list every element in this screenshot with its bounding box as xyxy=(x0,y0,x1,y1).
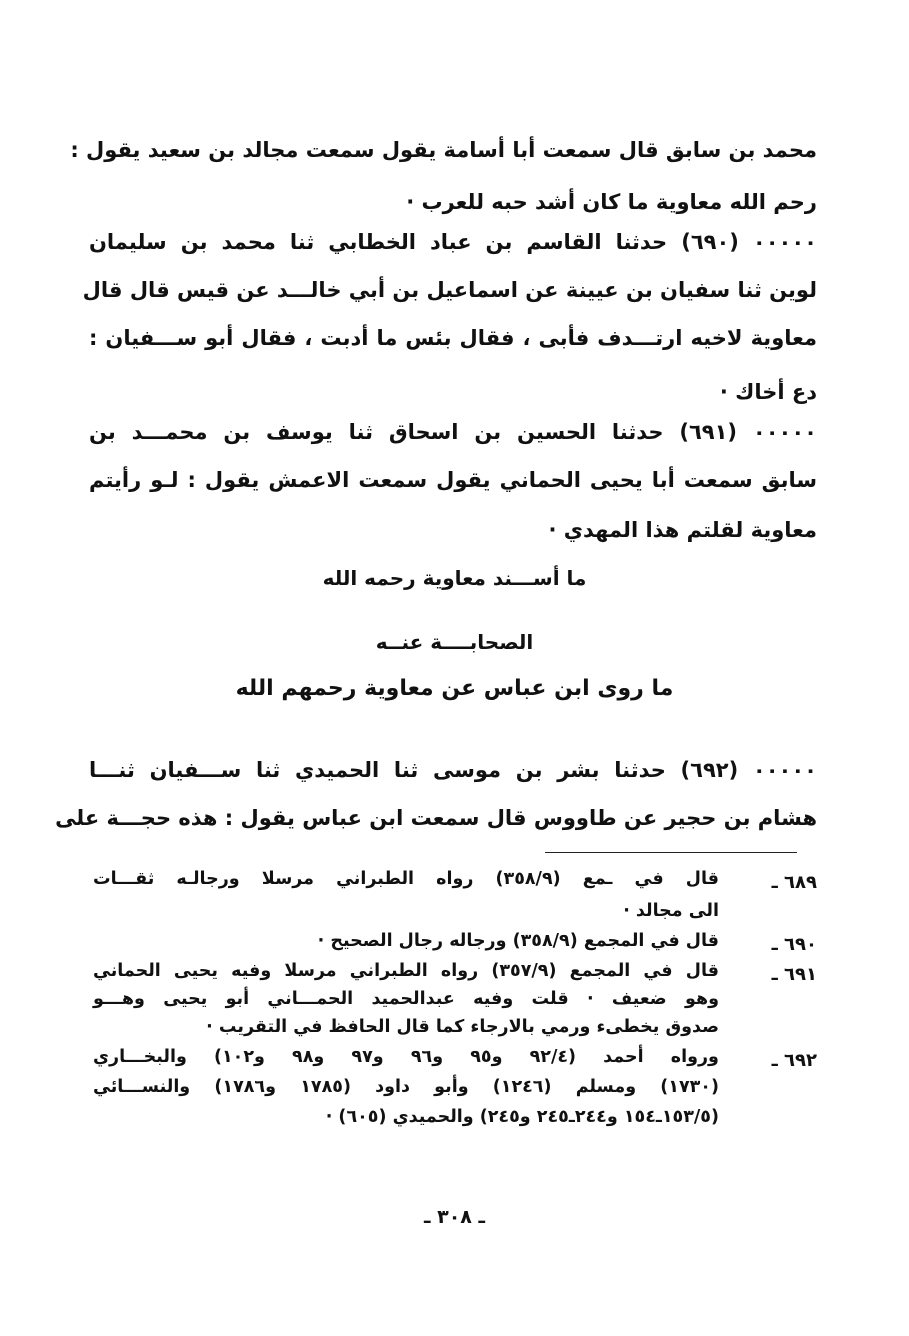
footnote-692-line-2: (١٧٣٠) ومسلم (١٢٤٦) وأبو داود (١٧٨٥ و١٧٨٦) والنســـائي xyxy=(93,1077,719,1097)
body-line-4: لوين ثنا سفيان بن عيينة عن اسماعيل بن أبي خالـــد عن قيس قال قال xyxy=(82,278,817,302)
body-line-2: رحم الله معاوية ما كان أشد حبه للعرب · xyxy=(406,190,817,214)
footnote-691-line-1: قال في المجمع (٣٥٧/٩) رواه الطبراني مرسلا وفيه يحيى الحماني xyxy=(93,961,719,981)
heading-ibn-abbas: ما روى ابن عباس عن معاوية رحمهم الله xyxy=(235,676,674,701)
footnote-691-line-3: صدوق يخطىء ورمي بالارجاء كما قال الحافظ في التقريب · xyxy=(206,1017,719,1037)
page-number: ـ ٣٠٨ ـ xyxy=(423,1206,485,1228)
heading-musnad: ما أســـند معاوية رحمه الله xyxy=(322,566,587,590)
footnote-divider xyxy=(545,852,797,853)
heading-sahaba: الصحابــــة عنــه xyxy=(375,630,534,654)
body-line-9: معاوية لقلتم هذا المهدي · xyxy=(548,518,817,542)
footnote-692-line-3: (١٥٣/٥ـ١٥٤ و٢٤٤ـ٢٤٥ و٢٤٥) والحميدي (٦٠٥) · xyxy=(325,1107,719,1127)
footnote-number-691: ٦٩١ ـ xyxy=(771,964,817,985)
body-line-7: ٠٠٠٠٠ (٦٩١) حدثنا الحسين بن اسحاق ثنا يوسف بن محمـــد بن xyxy=(89,420,817,444)
footnote-692-line-1: ورواه أحمد (٩٢/٤ و٩٥ و٩٦ و٩٧ و٩٨ و١٠٢) والبخـــاري xyxy=(93,1047,719,1067)
body-line-3: ٠٠٠٠٠ (٦٩٠) حدثنا القاسم بن عباد الخطابي ثنا محمد بن سليمان xyxy=(89,230,817,254)
body2-line-2: هشام بن حجير عن طاووس قال سمعت ابن عباس يقول : هذه حجـــة على xyxy=(55,806,817,830)
footnote-690-line-1: قال في المجمع (٣٥٨/٩) ورجاله رجال الصحيح · xyxy=(317,931,719,951)
footnote-691-line-2: وهو ضعيف · قلت وفيه عبدالحميد الحمـــاني أبو يحيى وهـــو xyxy=(93,989,719,1009)
footnote-689-line-1: قال في ـمع (٣٥٨/٩) رواه الطبراني مرسلا ورجالـه ثقـــات xyxy=(93,869,719,889)
footnote-number-689: ٦٨٩ ـ xyxy=(771,872,817,893)
footnote-689-line-2: الى مجالد · xyxy=(623,901,719,921)
body-line-5: معاوية لاخيه ارتـــدف فأبى ، فقال بئس ما أدبت ، فقال أبو ســـفيان : xyxy=(89,326,817,350)
body-line-1: محمد بن سابق قال سمعت أبا أسامة يقول سمعت مجالد بن سعيد يقول : xyxy=(70,138,817,162)
footnote-number-692: ٦٩٢ ـ xyxy=(771,1050,817,1071)
body-line-8: سابق سمعت أبا يحيى الحماني يقول سمعت الاعمش يقول : لـو رأيتم xyxy=(89,468,817,492)
footnote-number-690: ٦٩٠ ـ xyxy=(771,934,817,955)
body2-line-1: ٠٠٠٠٠ (٦٩٢) حدثنا بشر بن موسى ثنا الحميدي ثنا ســـفيان ثنـــا xyxy=(89,758,817,782)
body-line-6: دع أخاك · xyxy=(719,380,817,404)
